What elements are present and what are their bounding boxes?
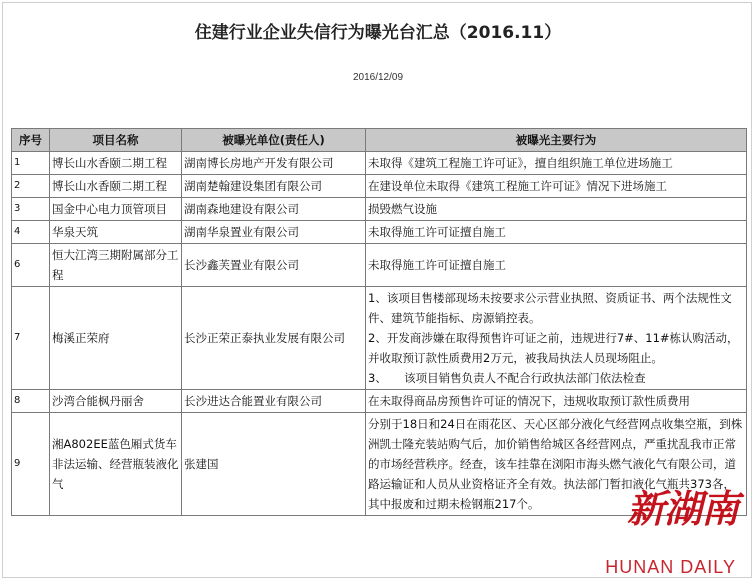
row-index: 4: [12, 221, 50, 244]
row-project-name: 梅溪正荣府: [50, 287, 182, 390]
row-index: 9: [12, 413, 50, 516]
table-row: [12, 198, 747, 221]
row-behavior: [366, 198, 747, 221]
row-project-name: 沙湾合能枫丹丽舍: [50, 390, 182, 413]
row-behavior: [366, 244, 747, 287]
row-project-name: 华泉天筑: [50, 221, 182, 244]
behavior-paragraph: 1、该项目售楼部现场未按要求公示营业执照、资质证书、两个法规性文件、建筑节能指标、房源销控表。: [368, 291, 732, 325]
row-index: 8: [12, 390, 50, 413]
row-behavior: [366, 221, 747, 244]
table-row: [12, 390, 747, 413]
row-project-name: 恒大江湾三期附属部分工程: [50, 244, 182, 287]
page-title: 住建行业企业失信行为曝光台汇总（2016.11）: [194, 23, 562, 43]
row-exposed-unit: 湖南森地建设有限公司: [182, 198, 366, 221]
row-index: 7: [12, 287, 50, 390]
behavior-paragraph: 3、 该项目销售负责人不配合行政执法部门依法检查: [368, 371, 646, 385]
row-behavior: [366, 390, 747, 413]
behavior-paragraph: 2、开发商涉嫌在取得预售许可证之前，违规进行7#、11#栋认购活动，并收取预订款性质费用2万元，被我局执法人员现场阻止。: [368, 331, 739, 365]
behavior-paragraph: 分别于18日和24日在雨花区、天心区部分液化气经营网点收集空瓶，到株洲凯士隆充装站购气后，加价销售给城区各经营网点，严重扰乱我市正常的市场经营秩序。经查，该车挂靠在浏阳市海头燃气液化气有限公司，道路运输证和人员从业资格证齐全有效。执法部门暂扣液化气瓶共373各，其中报废和过期未检钢瓶217个。: [368, 417, 743, 511]
table-body: [12, 152, 747, 516]
header-behavior: 被曝光主要行为: [366, 129, 747, 152]
row-exposed-unit: 湖南华泉置业有限公司: [182, 221, 366, 244]
row-behavior: [366, 287, 747, 390]
row-behavior: [366, 152, 747, 175]
table-header-row: [12, 129, 747, 152]
row-index: 6: [12, 244, 50, 287]
watermark-logo-cn: 新湖南: [626, 487, 738, 531]
row-exposed-unit: 湖南博长房地产开发有限公司: [182, 152, 366, 175]
row-index: 3: [12, 198, 50, 221]
row-exposed-unit: 湖南楚翰建设集团有限公司: [182, 175, 366, 198]
table-row: [12, 175, 747, 198]
table-row: [12, 244, 747, 287]
header-unit: 被曝光单位(责任人): [182, 129, 366, 152]
row-index: 1: [12, 152, 50, 175]
behavior-paragraph: 未取得施工许可证擅自施工: [368, 225, 506, 239]
behavior-paragraph: 在建设单位未取得《建筑工程施工许可证》情况下进场施工: [368, 179, 667, 193]
hunan-daily-watermark: [598, 478, 748, 578]
row-behavior: [366, 175, 747, 198]
table-row: [12, 152, 747, 175]
publish-date: 2016/12/09: [352, 72, 404, 83]
watermark-logo-en: HUNAN DAILY: [605, 557, 736, 577]
row-exposed-unit: 长沙进达合能置业有限公司: [182, 390, 366, 413]
table-row: [12, 287, 747, 390]
behavior-paragraph: 未取得《建筑工程施工许可证》，擅自组织施工单位进场施工: [368, 156, 673, 170]
behavior-paragraph: 损毁燃气设施: [368, 202, 437, 216]
table-row: [12, 221, 747, 244]
row-exposed-unit: 张建国: [182, 413, 366, 516]
header-project: 项目名称: [50, 129, 182, 152]
header-index: 序号: [12, 129, 50, 152]
exposure-table: [11, 128, 747, 516]
row-exposed-unit: 长沙鑫芙置业有限公司: [182, 244, 366, 287]
row-project-name: 湘A802EE蓝色厢式货车非法运输、经营瓶装液化气: [50, 413, 182, 516]
row-project-name: 博长山水香颐二期工程: [50, 152, 182, 175]
row-index: 2: [12, 175, 50, 198]
row-exposed-unit: 长沙正荣正泰执业发展有限公司: [182, 287, 366, 390]
behavior-paragraph: 在未取得商品房预售许可证的情况下，违规收取预订款性质费用: [368, 394, 690, 408]
row-project-name: 国金中心电力顶管项目: [50, 198, 182, 221]
behavior-paragraph: 未取得施工许可证擅自施工: [368, 258, 506, 272]
row-project-name: 博长山水香颐二期工程: [50, 175, 182, 198]
